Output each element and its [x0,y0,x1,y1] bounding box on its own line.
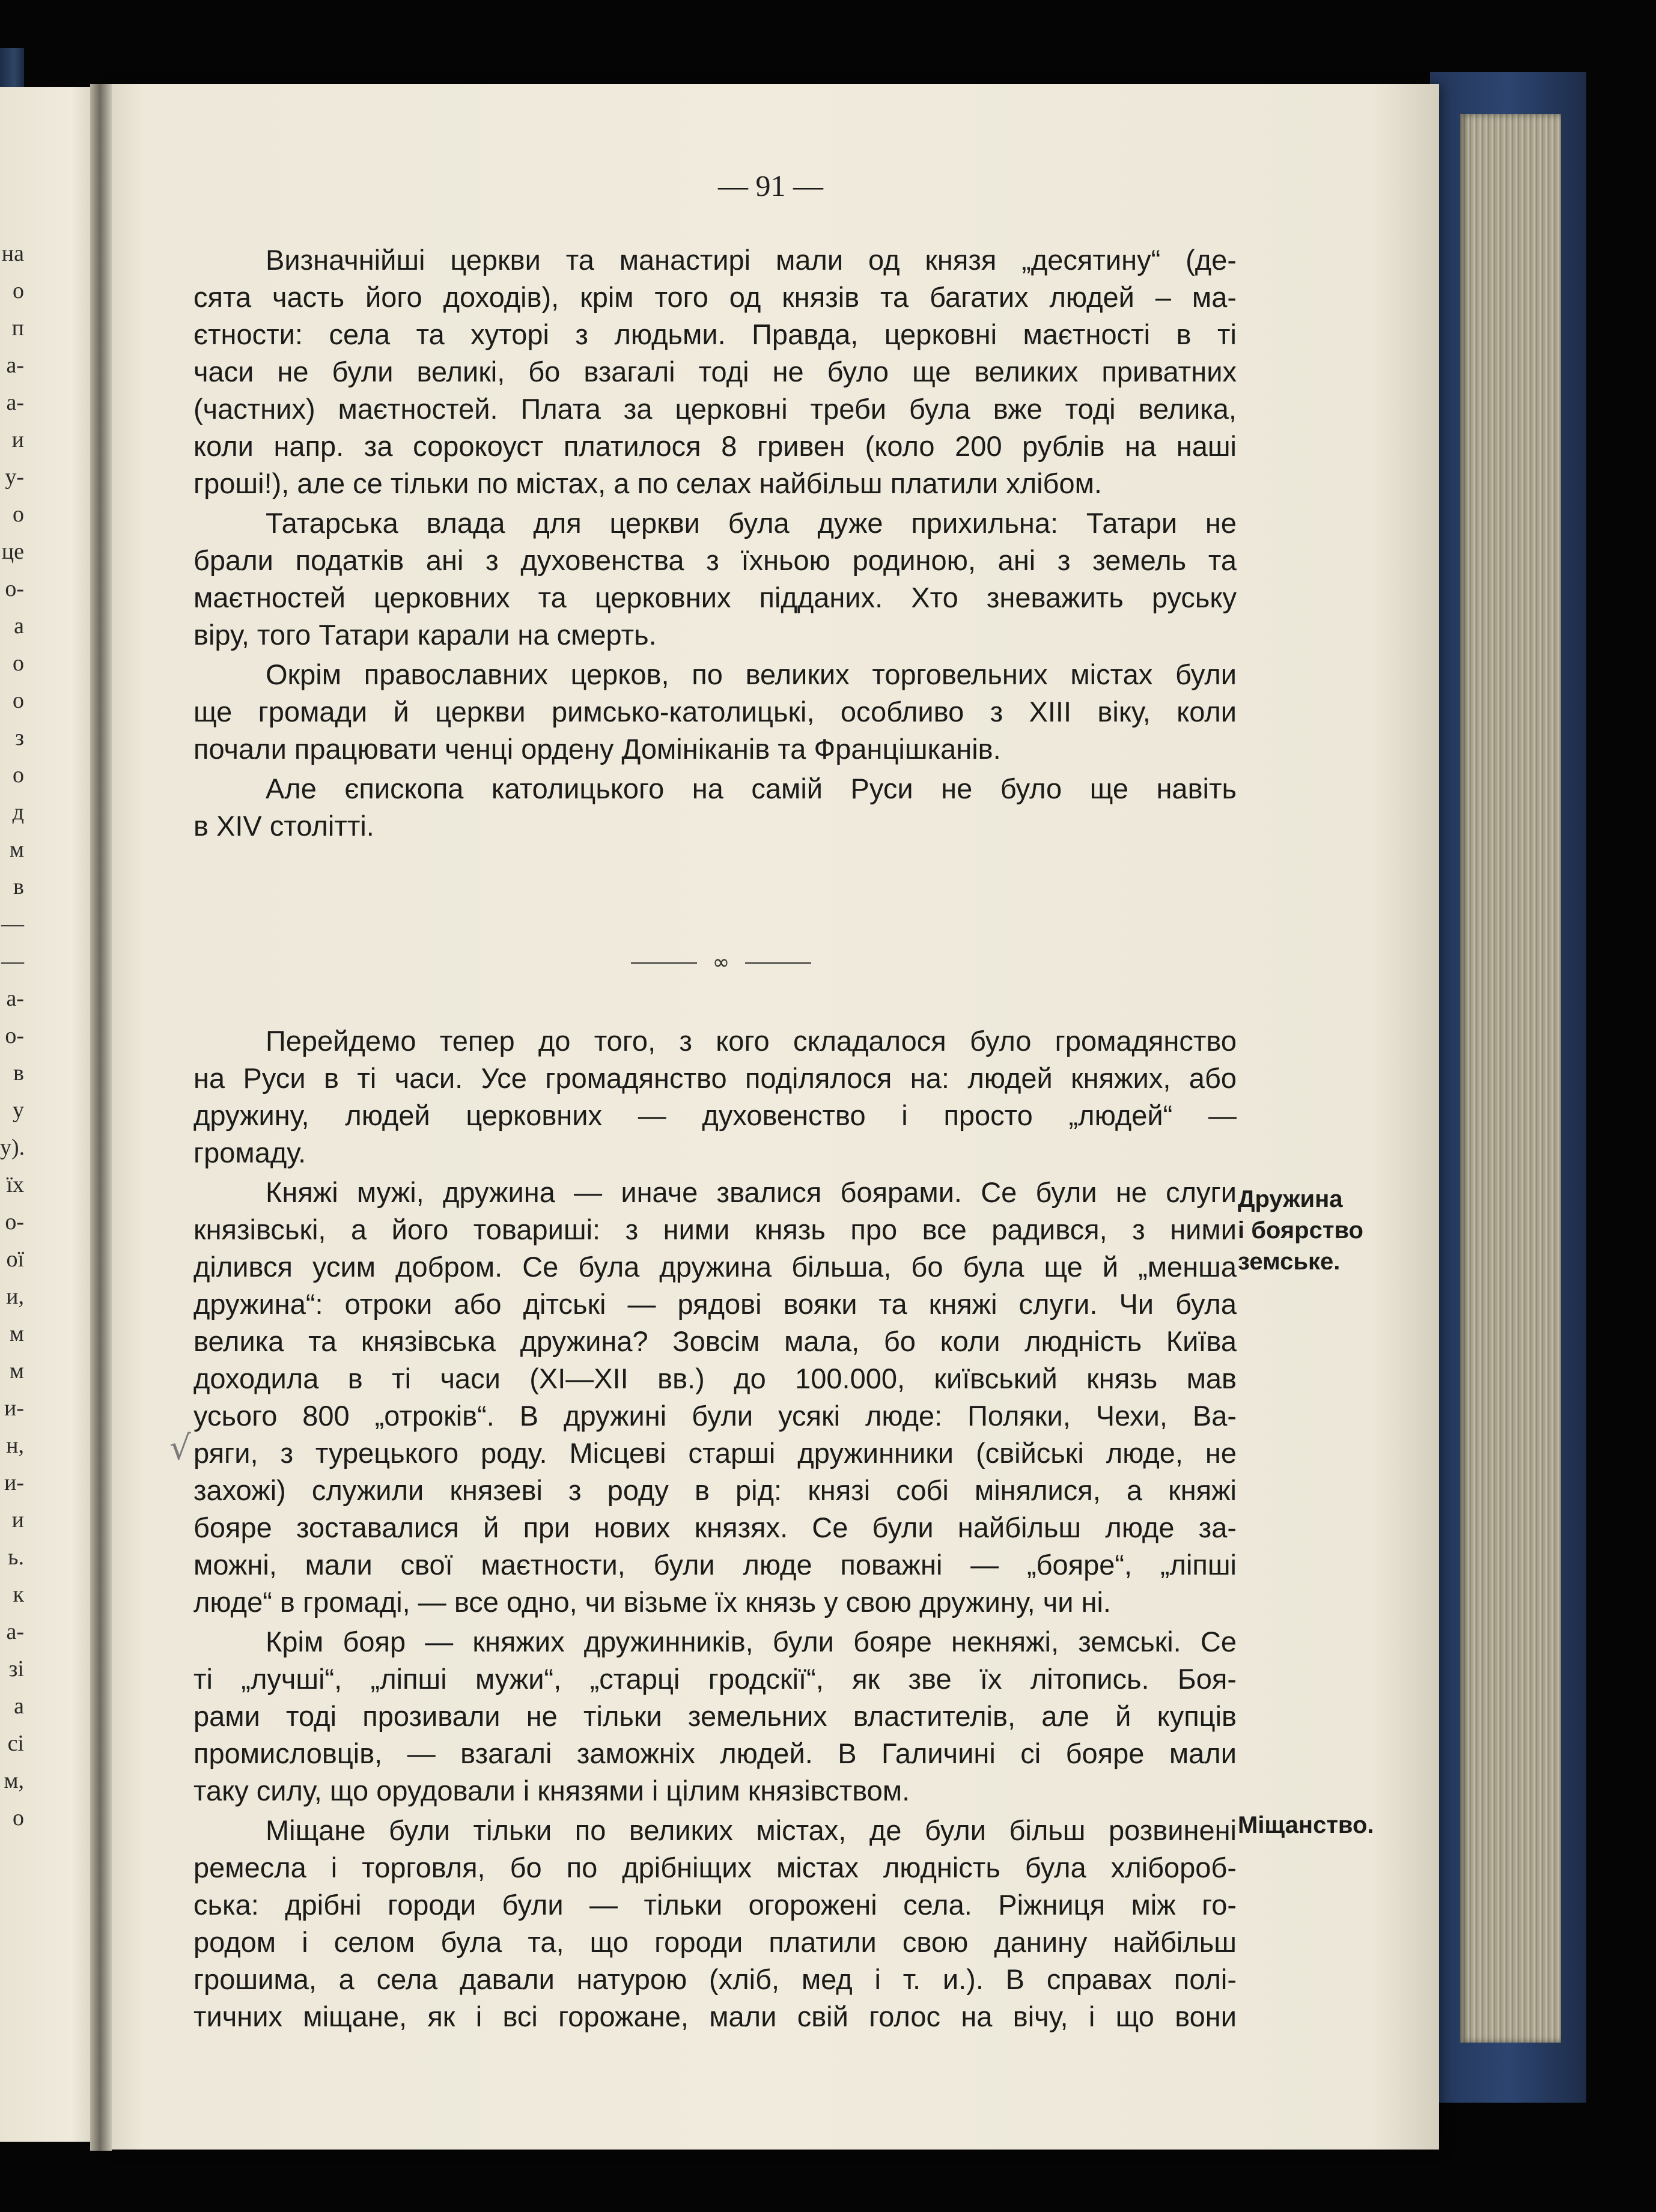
left-page-fragment: а- [6,986,24,1011]
left-page-fragment: у [13,1098,24,1123]
left-page-fragment: к [13,1582,24,1607]
left-page-fragment: це [1,539,24,564]
text-line: віру, того Татари карали на смерть. [193,619,657,651]
text-line: рами тоді прозивали не тільки земельних властителів, але й купців [193,1700,1237,1732]
left-page-fragment: а- [6,1619,24,1644]
left-page-fragment: м [9,1321,24,1346]
text-line: грошима, а села давали натурою (хліб, мед і т. и.). В справах полі- [193,1963,1237,1995]
left-page-fragment: на [1,241,24,266]
left-page-fragment: о [13,278,24,303]
left-page-fragment: а- [6,353,24,378]
text-line: гроші!), але се тільки по містах, а по селах найбільш платили хлібом. [193,467,1102,499]
left-page-fragment: в [13,1060,24,1086]
text-line: Крім бояр — княжих дружинників, були бояре некняжі, земські. Се [266,1626,1237,1657]
text-line: Татарська влада для церкви була дуже прихильна: Татари не [266,507,1237,539]
text-line: ряги, з турецького роду. Місцеві старші дружинники (свійські люде, не [193,1437,1237,1469]
text-line: часи не були великі, бо взагалі тоді не було ще великих приватних [193,356,1237,387]
left-page-fragment: о [13,688,24,713]
text-line: усього 800 „отроків“. В дружині були усякі люде: Поляки, Чехи, Ва- [193,1400,1237,1432]
left-page-fragment: и [11,1507,24,1533]
text-line: захожі) служили князеві з роду в рід: князі собі мінялися, а княжі [193,1474,1237,1506]
text-line: почали працювати ченці ордену Домініканів та Францішканів. [193,733,1001,765]
left-page-fragment: зі [8,1656,24,1682]
text-line: ська: дрібні городи були — тільки огорожені села. Ріжниця між го- [193,1889,1237,1921]
book-gutter [90,84,112,2151]
left-page-fragment: м [9,1358,24,1384]
section-divider: ∞ [631,950,811,974]
left-page-fragment: — [1,911,24,937]
left-page-fragment: о [13,502,24,527]
text-line: єтности: села та хуторі з людьми. Правда, церковні маєтності в ті [193,318,1237,350]
text-line: маєтностей церковних та церковних підданих. Хто зневажить руську [193,582,1237,613]
text-line: на Руси в ті часи. Усе громадянство поділялося на: людей княжих, або [193,1062,1237,1094]
text-line: промисловців, — взагалі заможніх людей. В Галичині сі бояре мали [193,1737,1237,1769]
side-note-boiarstvo: і боярство [1238,1217,1363,1244]
left-page-fragment: о [13,651,24,676]
text-line: сята часть його доходів), крім того од князів та багатих людей – ма- [193,281,1237,313]
side-note-mishchanstvo: Міщанство. [1238,1812,1374,1838]
left-page-fragment: а [14,1694,24,1719]
left-page-fragment: ої [6,1247,24,1272]
left-page-fragment: ь. [8,1545,24,1570]
left-page-fragment: в [13,874,24,899]
left-page-fragment: сі [7,1731,24,1756]
text-line: брали податків ані з духовенства з їхньою родиною, ані з земель та [193,544,1237,576]
left-page-fragment: а- [6,390,24,415]
left-page-fragment: о- [5,576,24,601]
left-page-edge [0,87,102,2142]
text-line: таку силу, що орудовали і князями і цілим князівством. [193,1775,910,1806]
left-page-fragment: з [14,725,24,750]
left-page-fragment: и- [4,1396,24,1421]
left-page-fragment: и, [6,1284,24,1309]
text-line: дружина“: отроки або дітські — рядові вояки та княжі слуги. Чи була [193,1288,1237,1320]
left-page-fragment: и [11,427,24,452]
text-line: дружину, людей церковних — духовенство і просто „людей“ — [193,1099,1237,1131]
page-block-edges [1460,114,1561,2043]
text-line: велика та князівська дружина? Зовсім мала, бо коли людність Київа [193,1325,1237,1357]
left-page-fragment: їх [6,1172,24,1197]
text-line: ремесла і торговля, бо по дрібніщих містах людність була хлібороб- [193,1852,1237,1883]
left-page-fragment: м, [4,1768,24,1793]
left-page-fragment: о [13,762,24,788]
text-line: можні, мали свої маєтности, були люде поважні — „бояре“, „ліпші [193,1549,1237,1581]
text-line: родом і селом була та, що городи платили свою данину найбільш [193,1926,1237,1958]
text-line: бояре зоставалися й при нових князях. Се були найбільш люде за- [193,1512,1237,1543]
left-page-fragment: о- [5,1209,24,1235]
left-page-fragment: у- [5,464,24,490]
text-line: ділився усим добром. Се була дружина більша, бо була ще й „менша [193,1251,1237,1283]
pencil-check-mark: √ [169,1429,191,1468]
text-line: Визначнійші церкви та манастирі мали од князя „десятину“ (де- [266,244,1237,276]
text-line: в XIV столітті. [193,810,374,842]
text-line: ті „лучші“, „ліпші мужи“, „старці гродскії“, як зве їх літопись. Боя- [193,1663,1237,1695]
text-line: коли напр. за сорокоуст платилося 8 гривен (коло 200 рублів на наші [193,430,1237,462]
text-line: (частних) маєтностей. Плата за церковні треби була вже тоді велика, [193,393,1237,425]
text-line: тичних міщане, як і всі горожане, мали свій голос на вічу, і що вони [193,2001,1237,2032]
text-line: Княжі мужі, дружина — иначе звалися боярами. Се були не слуги [266,1176,1237,1208]
left-page-fragment: и- [4,1470,24,1495]
left-page-fragment: о- [5,1023,24,1048]
left-page-fragment: о [13,1805,24,1831]
left-page-fragment: д [12,800,24,825]
text-line: ще громади й церкви римсько-католицькі, особливо з XIII віку, коли [193,696,1237,728]
left-page-fragment: а [14,613,24,639]
text-line: князівські, а його товариші: з ними князь про все радився, з ними [193,1214,1237,1245]
text-line: Перейдемо тепер до того, з кого складалося було громадянство [266,1025,1237,1057]
left-page-fragment: м [9,837,24,862]
text-line: Окрім православних церков, по великих торговельних містах були [266,658,1237,690]
text-line: громаду. [193,1137,306,1168]
left-page-fragment: — [1,949,24,974]
text-line: люде“ в громаді, — все одно, чи візьме їх князь у свою дружину, чи ні. [193,1586,1111,1618]
right-page [102,84,1439,2150]
side-note-zemske: земське. [1238,1248,1341,1275]
text-line: Міщане були тільки по великих містах, де були більш розвинені [266,1814,1237,1846]
page-number: — 91 — [718,169,823,202]
left-page-fragment: п [11,315,24,341]
text-line: доходила в ті часи (XI—XII вв.) до 100.000, київський князь мав [193,1363,1237,1394]
side-note-druzhyna: Дружина [1238,1186,1343,1212]
left-page-fragment: у). [0,1135,25,1160]
left-page-fragment: н, [6,1433,24,1458]
text-line: Але єпископа католицького на самій Руси не було ще навіть [266,773,1237,804]
